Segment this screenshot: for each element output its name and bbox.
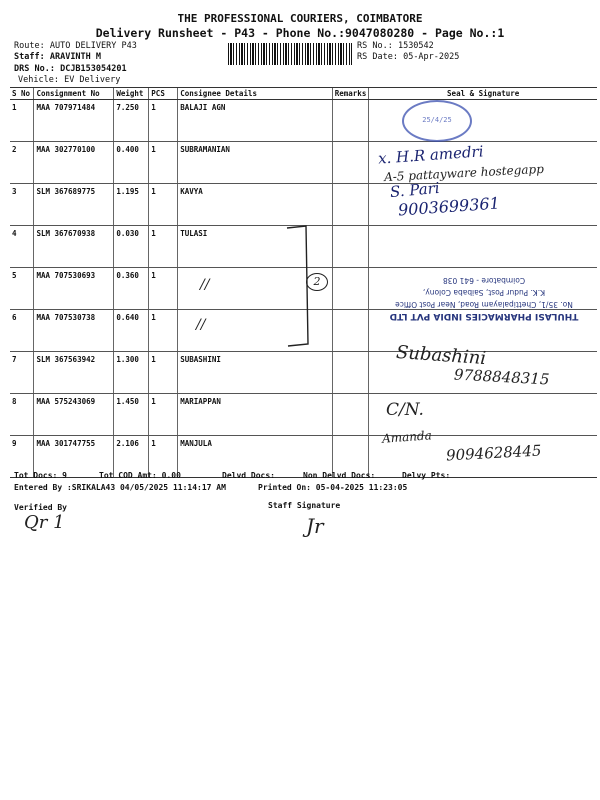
vehicle-label: Vehicle:	[18, 75, 59, 85]
cell-pcs: 1	[149, 142, 178, 184]
cell-weight: 1.450	[114, 394, 149, 436]
cell-pcs: 1	[149, 268, 178, 310]
row9-phone: 9094628445	[445, 441, 542, 465]
delvy-pts: Delvy Pts:	[402, 471, 451, 480]
cell-sno: 7	[10, 352, 34, 394]
group-count-mark: 2	[306, 273, 328, 291]
rs-no-line	[357, 41, 434, 51]
cell-consignee: KAVYA	[178, 184, 333, 226]
staff-signature-mark: Jr	[306, 514, 324, 538]
table-row	[10, 394, 597, 436]
cell-consignment: MAA 707530693	[34, 268, 114, 310]
runsheet-subtitle: Delivery Runsheet - P43 - Phone No.:9047080280 - Page No.:1	[95, 26, 505, 40]
pharmacy-seal-stamp	[378, 258, 590, 322]
company-title: THE PROFESSIONAL COURIERS, COIMBATORE	[177, 12, 423, 25]
col-weight: Weight	[114, 88, 149, 100]
cell-sno: 5	[10, 268, 34, 310]
cell-pcs: 1	[149, 100, 178, 142]
col-pcs: PCS	[149, 88, 178, 100]
col-sno: S No	[10, 88, 34, 100]
cell-consignment: MAA 302770100	[34, 142, 114, 184]
entered-by: Entered By :SRIKALA43 04/05/2025 11:14:17 AM	[14, 483, 226, 492]
cell-consignment: MAA 707971484	[34, 100, 114, 142]
col-seal: Seal & Signature	[369, 88, 597, 100]
table-header-row	[10, 88, 597, 100]
row7-phone: 9788848315	[453, 365, 550, 389]
cell-consignee: MANJULA	[178, 436, 333, 478]
cell-sno: 9	[10, 436, 34, 478]
vehicle-value: EV Delivery	[64, 75, 121, 85]
cell-remarks	[332, 310, 369, 352]
delvd-docs: Delvd Docs:	[222, 471, 275, 480]
cell-consignment: MAA 301747755	[34, 436, 114, 478]
non-delvd-docs: Non Delvd Docs:	[303, 471, 376, 480]
vehicle-line	[18, 75, 120, 85]
rs-date-line	[357, 52, 459, 62]
row8-mark: C/N.	[386, 400, 424, 420]
cell-weight: 1.300	[114, 352, 149, 394]
tot-docs: Tot Docs: 9	[14, 471, 67, 480]
cell-weight: 1.195	[114, 184, 149, 226]
ditto-mark-row6: //	[196, 317, 206, 333]
col-consignee: Consignee Details	[178, 88, 333, 100]
cell-consignee: BALAJI AGN	[178, 100, 333, 142]
cell-remarks	[332, 184, 369, 226]
cell-pcs: 1	[149, 352, 178, 394]
round-seal-stamp: 25/4/25	[402, 100, 472, 142]
table-row	[10, 184, 597, 226]
cell-remarks	[332, 352, 369, 394]
cell-pcs: 1	[149, 394, 178, 436]
cell-consignee: SUBASHINI	[178, 352, 333, 394]
cell-consignment: SLM 367689775	[34, 184, 114, 226]
cell-consignment: MAA 707530738	[34, 310, 114, 352]
row2-address-note: A-5 pattayware hostegapp	[383, 161, 545, 185]
staff-line	[14, 52, 101, 62]
tot-cod-amt: Tot COD Amt: 0.00	[99, 471, 181, 480]
staff-signature-label: Staff Signature	[268, 501, 341, 510]
cell-weight: 0.360	[114, 268, 149, 310]
row3-signature: S. Pari	[389, 178, 441, 202]
row7-signature: Subashini	[395, 341, 487, 370]
rs-no-label: RS No.:	[357, 41, 393, 51]
verified-by-label: Verified By	[14, 503, 67, 512]
printed-on: Printed On: 05-04-2025 11:23:05	[258, 483, 408, 492]
drs-line	[14, 64, 127, 74]
cell-sno: 8	[10, 394, 34, 436]
cell-consignee: MARIAPPAN	[178, 394, 333, 436]
cell-weight: 0.640	[114, 310, 149, 352]
rs-no-value: 1530542	[397, 41, 434, 51]
cell-remarks	[332, 100, 369, 142]
cell-weight: 0.400	[114, 142, 149, 184]
cell-remarks	[332, 394, 369, 436]
cell-weight: 7.250	[114, 100, 149, 142]
drs-value: DCJB153054201	[60, 64, 127, 74]
col-remarks: Remarks	[332, 88, 369, 100]
pharmacy-address-1: No. 35/1, Chettipalayam Road, Near Post Office	[395, 300, 573, 309]
pharmacy-address-3: Coimbatore - 641 038	[442, 276, 526, 285]
ditto-mark-row5: //	[200, 277, 210, 293]
staff-label: Staff:	[14, 52, 45, 62]
route-label: Route:	[14, 41, 45, 51]
cell-pcs: 1	[149, 184, 178, 226]
cell-consignment: SLM 367563942	[34, 352, 114, 394]
staff-value: ARAVINTH M	[49, 52, 102, 62]
row9-signature: Amanda	[381, 428, 433, 446]
cell-pcs: 1	[149, 436, 178, 478]
cell-weight: 0.030	[114, 226, 149, 268]
cell-remarks	[332, 142, 369, 184]
cell-sno: 6	[10, 310, 34, 352]
route-line	[14, 41, 137, 51]
cell-sno: 2	[10, 142, 34, 184]
row3-phone: 9003699361	[397, 193, 501, 220]
barcode	[228, 43, 352, 65]
cell-consignment: SLM 367670938	[34, 226, 114, 268]
table-row	[10, 100, 597, 142]
cell-remarks	[332, 268, 369, 310]
drs-label: DRS No.:	[14, 64, 55, 74]
cell-weight: 2.106	[114, 436, 149, 478]
cell-pcs: 1	[149, 310, 178, 352]
row2-signature: x. H.R amedri	[377, 142, 485, 168]
route-value: AUTO DELIVERY P43	[49, 41, 137, 51]
pharmacy-address-2: K.K. Pudur Post, Saibaba Colony,	[422, 288, 546, 297]
cell-consignment: MAA 575243069	[34, 394, 114, 436]
cell-sno: 1	[10, 100, 34, 142]
cell-sno: 4	[10, 226, 34, 268]
cell-remarks	[332, 226, 369, 268]
cell-consignee: SUBRAMANIAN	[178, 142, 333, 184]
cell-sno: 3	[10, 184, 34, 226]
pharmacy-name: THULASI PHARMACIES INDIA PVT LTD	[389, 311, 579, 321]
cell-consignee: TULASI	[178, 226, 333, 268]
cell-pcs: 1	[149, 226, 178, 268]
rs-date-label: RS Date:	[357, 52, 398, 62]
rs-date-value: 05-Apr-2025	[403, 52, 460, 62]
verified-by-signature: Qr 1	[24, 512, 65, 533]
col-consignment: Consignment No	[34, 88, 114, 100]
